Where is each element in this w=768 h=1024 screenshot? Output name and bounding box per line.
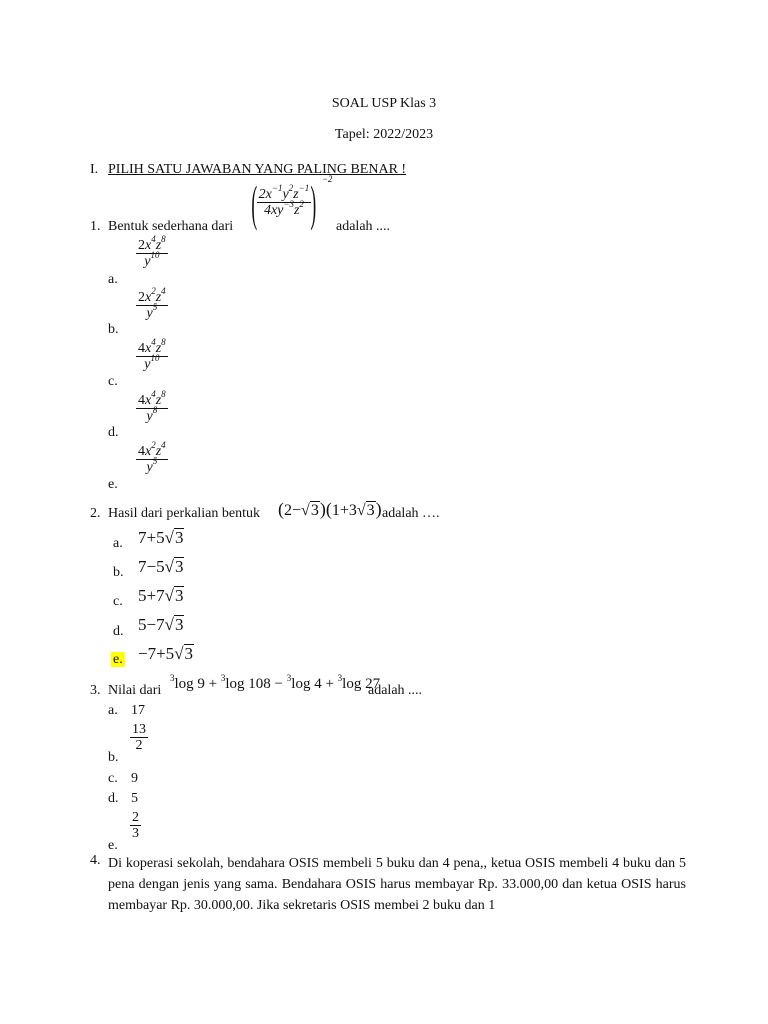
q2-option-d-label[interactable]: d.	[113, 624, 124, 639]
section-title: PILIH SATU JAWABAN YANG PALING BENAR !	[108, 162, 407, 177]
q1-option-e-label[interactable]: e.	[108, 477, 118, 492]
q3-option-a-label[interactable]: a.	[108, 703, 118, 718]
answer-highlight: e.	[113, 652, 123, 667]
q2-option-a[interactable]: 7+5√3	[138, 528, 184, 547]
q1-option-d-label[interactable]: d.	[108, 425, 119, 440]
q1-number: 1.	[90, 219, 101, 234]
q3-option-c-label[interactable]: c.	[108, 771, 118, 786]
q2-option-b-label[interactable]: b.	[113, 565, 124, 580]
q1-text-after: adalah ....	[336, 219, 391, 234]
q3-option-e-label[interactable]: e.	[108, 838, 118, 853]
q2-text-after: adalah ….	[382, 506, 440, 521]
q3-option-c[interactable]: 9	[131, 771, 138, 786]
q3-option-b[interactable]: $\frac{13}{2}$	[132, 722, 146, 754]
q2-expression: (2−√3)(1+3√3)	[278, 499, 382, 519]
q1-option-b-label[interactable]: b.	[108, 322, 119, 337]
q4-text: Di koperasi sekolah, bendahara OSIS membeli 5 buku dan 4 pena,, ketua OSIS membeli 4 buku dan 5 pena dengan jenis yang sama. Bendahara OSIS harus membayar Rp. 33.000,00 dan ketua OSIS harus membayar Rp. 30.000,00. Jika sekretaris OSIS membei 2 buku dan 1	[108, 856, 686, 913]
q2-option-e[interactable]: −7+5√3	[138, 644, 194, 663]
q4-number: 4.	[90, 853, 101, 868]
q3-option-d[interactable]: 5	[131, 791, 138, 806]
q1-expression: ( $\frac{2x^{-1}y^2z^{-1}}{4xy^{-3}z^2}$ ) $^{-2}$	[251, 174, 333, 231]
section-numeral: I.	[90, 162, 99, 177]
q2-option-d[interactable]: 5−7√3	[138, 615, 184, 634]
q1-option-c-label[interactable]: c.	[108, 374, 118, 389]
q1-option-e[interactable]: $\frac{4x^2z^4}{y^5}$	[138, 440, 166, 476]
q3-option-d-label[interactable]: d.	[108, 791, 119, 806]
q3-text: Nilai dari	[108, 683, 162, 698]
q3-option-b-label[interactable]: b.	[108, 750, 119, 765]
q2-option-e-label[interactable]	[111, 652, 125, 668]
q3-option-a[interactable]: 17	[131, 703, 145, 718]
q3-option-e[interactable]: $\frac{2}{3}$	[132, 810, 139, 842]
q3-number: 3.	[90, 683, 101, 698]
q1-option-b[interactable]: $\frac{2x^2z^4}{y^5}$	[138, 286, 166, 322]
q1-text: Bentuk sederhana dari	[108, 219, 234, 234]
q2-text: Hasil dari perkalian bentuk	[108, 506, 261, 521]
q1-option-d[interactable]: $\frac{4x^4z^8}{y^8}$	[138, 389, 166, 425]
document-title: SOAL USP Klas 3	[331, 96, 437, 111]
school-year: Tapel: 2022/2023	[334, 127, 434, 142]
q1-option-c[interactable]: $\frac{4x^4z^8}{y^{10}}$	[138, 337, 166, 373]
q2-option-a-label[interactable]: a.	[113, 536, 123, 551]
q2-option-c[interactable]: 5+7√3	[138, 586, 184, 605]
q1-option-a[interactable]: $\frac{2x^4z^8}{y^{10}}$	[138, 234, 166, 270]
q1-option-a-label[interactable]: a.	[108, 272, 118, 287]
q2-option-c-label[interactable]: c.	[113, 594, 123, 609]
q3-text-after: adalah ....	[368, 683, 423, 698]
q2-number: 2.	[90, 506, 101, 521]
q3-expression: $^3$log 9 + $^3$log 108 − $^3$log 4 + $^3$log 27	[170, 673, 381, 692]
q2-option-b[interactable]: 7−5√3	[138, 557, 184, 576]
